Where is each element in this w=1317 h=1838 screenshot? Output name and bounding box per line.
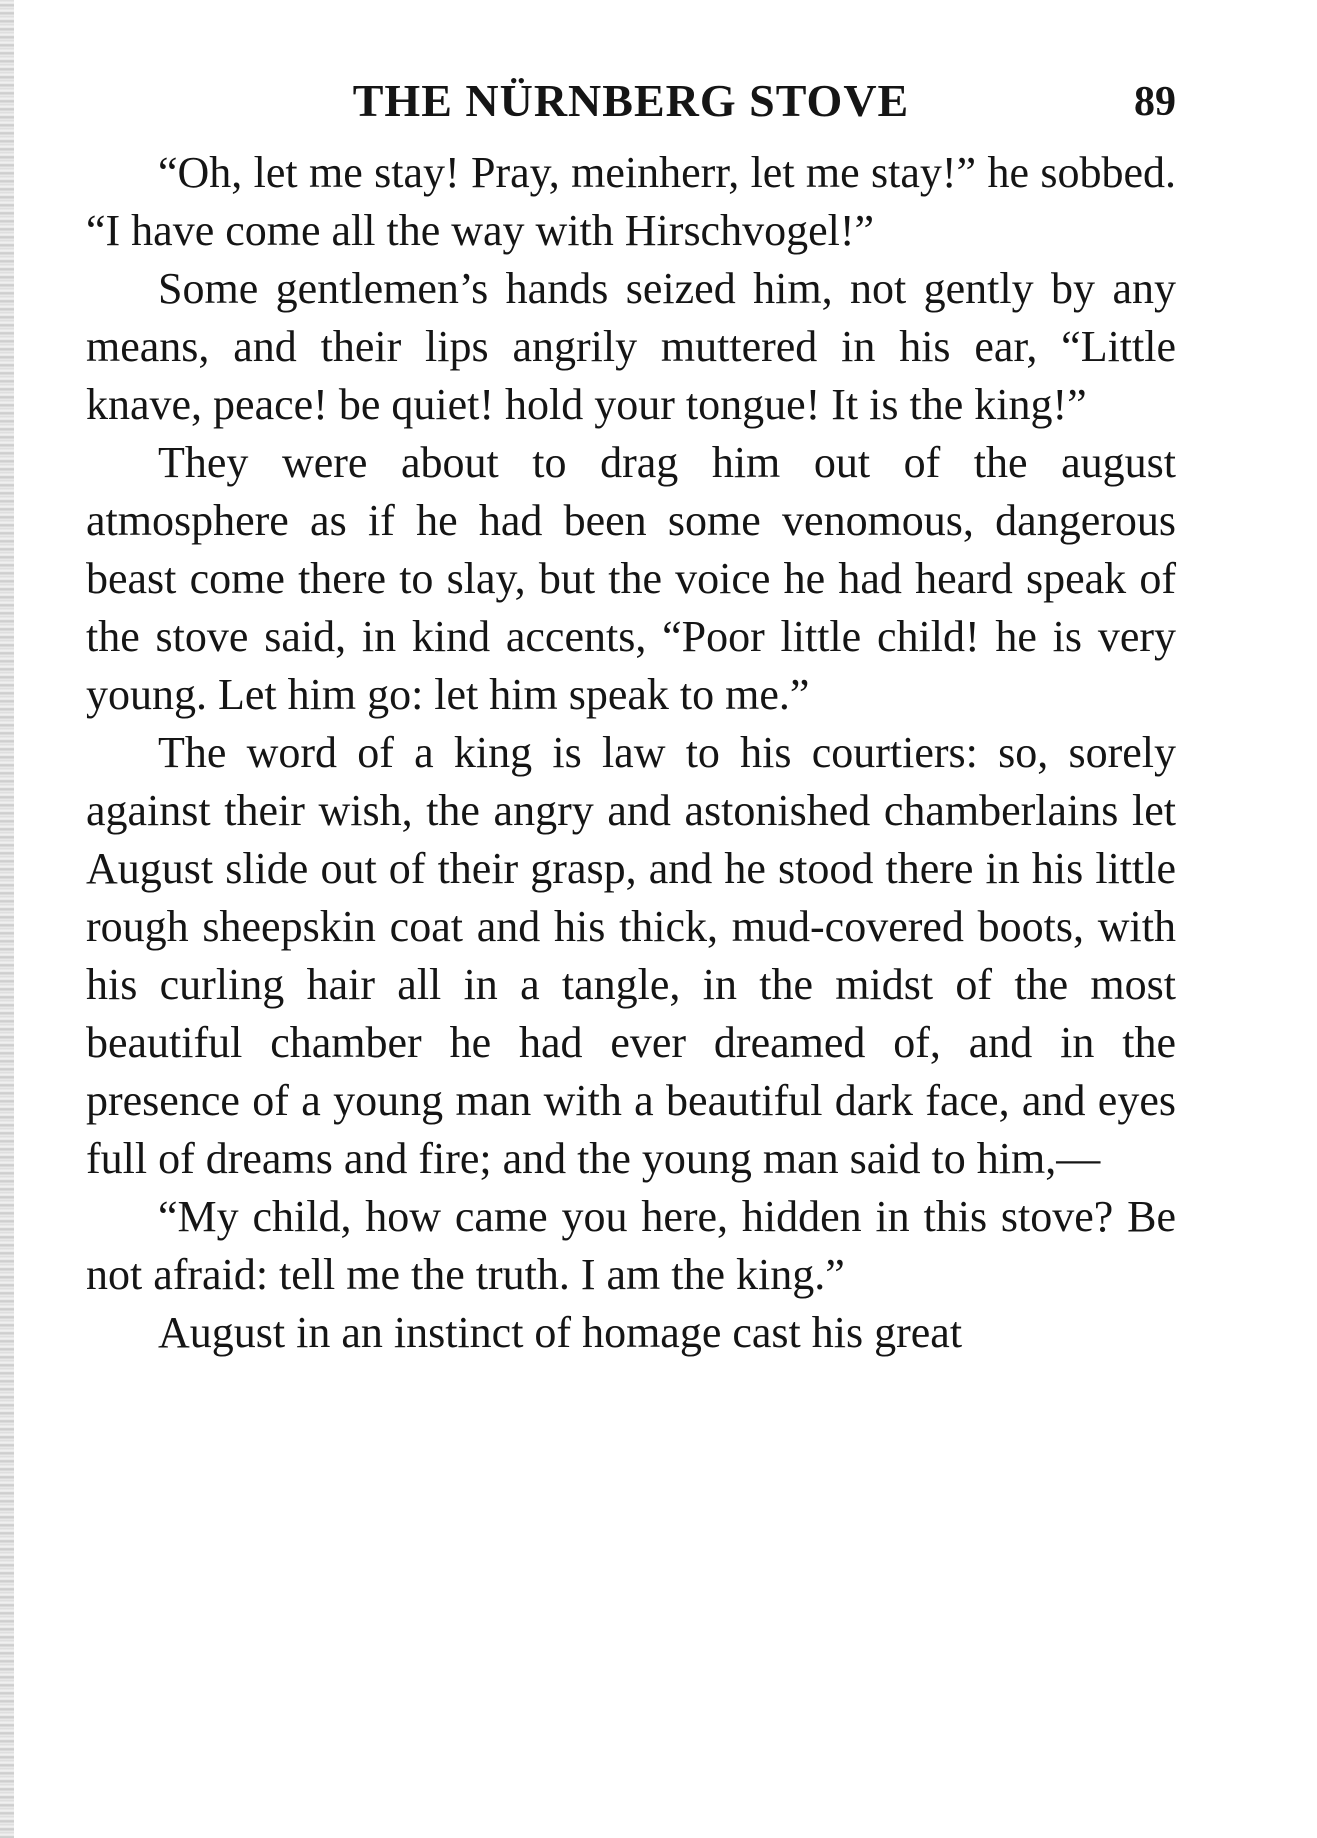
book-page (86, 64, 1176, 1362)
page-gutter-shadow (0, 0, 14, 1838)
running-title: THE NÜRNBERG STOVE (352, 75, 910, 126)
paragraph-2: Some gentlemen’s hands seized him, not gently by any means, and their lips angrily muttered in his ear, “Little knave, peace! be quiet! hold your tongue! It is the king!” (86, 264, 1176, 429)
paragraph-3: They were about to drag him out of the august atmosphere as if he had been some venomous, dangerous beast come there to slay, but the voice he had heard speak of the stove said, in kind accents, “Poor little child! he is very young. Let him go: let him speak to me.” (86, 438, 1176, 719)
page-number: 89 (1134, 79, 1176, 125)
running-head (86, 64, 1176, 144)
paragraph-4: The word of a king is law to his courtiers: so, sorely against their wish, the angry and astonished chamberlains let August slide out of their grasp, and he stood there in his little rough sheepskin coat and his thick, mud-covered boots, with his curling hair all in a tangle, in the midst of the most beautiful chamber he had ever dreamed of, and in the presence of a young man with a beautiful dark face, and eyes full of dreams and fire; and the young man said to him,— (86, 728, 1176, 1183)
paragraph-5: “My child, how came you here, hidden in this stove? Be not afraid: tell me the truth. I am the king.” (86, 1192, 1176, 1299)
paragraph-1: “Oh, let me stay! Pray, meinherr, let me stay!” he sobbed. “I have come all the way with Hirschvogel!” (86, 148, 1176, 255)
paragraph-6: August in an instinct of homage cast his great (158, 1308, 963, 1357)
body-text (86, 144, 1176, 1362)
